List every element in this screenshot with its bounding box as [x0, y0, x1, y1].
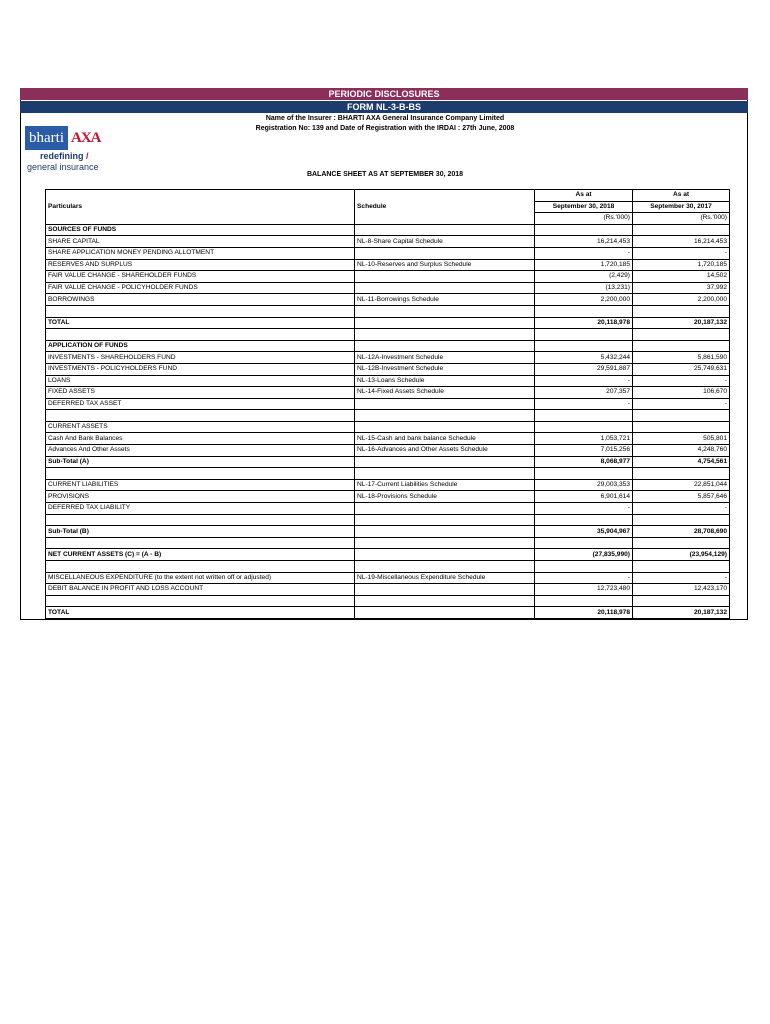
particulars-cell: DEFERRED TAX LIABILITY	[46, 503, 355, 515]
value-2018-cell	[535, 514, 633, 526]
schedule-cell	[355, 398, 535, 410]
table-row	[46, 247, 730, 259]
table-row	[46, 387, 730, 399]
value-2017-cell: -	[633, 398, 730, 410]
schedule-cell	[355, 526, 535, 538]
table-row	[46, 352, 730, 364]
table-row	[46, 468, 730, 480]
value-2017-cell	[633, 468, 730, 480]
value-2018-cell	[535, 305, 633, 317]
value-2017-cell: 22,851,044	[633, 479, 730, 491]
particulars-cell	[46, 595, 355, 607]
value-2017-cell: 20,187,132	[633, 607, 730, 619]
table-row	[46, 445, 730, 457]
schedule-cell: NL-12B-Investment Schedule	[355, 363, 535, 375]
value-2017-cell: -	[633, 572, 730, 584]
header-col1-unit: (Rs.'000)	[535, 213, 633, 225]
schedule-cell	[355, 607, 535, 619]
value-2018-cell	[535, 537, 633, 549]
value-2017-cell: 12,423,170	[633, 584, 730, 596]
header-col2-date: September 30, 2017	[633, 201, 730, 213]
particulars-cell	[46, 468, 355, 480]
schedule-cell	[355, 537, 535, 549]
table-row	[46, 433, 730, 445]
value-2017-cell: 505,801	[633, 433, 730, 445]
particulars-cell: FAIR VALUE CHANGE - SHAREHOLDER FUNDS	[46, 271, 355, 283]
balance-sheet-table	[45, 189, 730, 619]
value-2018-cell	[535, 224, 633, 236]
schedule-cell: NL-15-Cash and bank balance Schedule	[355, 433, 535, 445]
value-2018-cell: 8,068,977	[535, 456, 633, 468]
particulars-cell: TOTAL	[46, 317, 355, 329]
particulars-cell: INVESTMENTS - SHAREHOLDERS FUND	[46, 352, 355, 364]
header-col2-as-at: As at	[633, 190, 730, 202]
particulars-cell: SHARE CAPITAL	[46, 236, 355, 248]
value-2018-cell: 16,214,453	[535, 236, 633, 248]
schedule-cell: NL-14-Fixed Assets Schedule	[355, 387, 535, 399]
particulars-cell	[46, 305, 355, 317]
value-2017-cell: 28,708,690	[633, 526, 730, 538]
value-2018-cell: 5,432,244	[535, 352, 633, 364]
value-2018-cell: 1,720,185	[535, 259, 633, 271]
disclosure-title: PERIODIC DISCLOSURES	[20, 88, 748, 100]
logo-tagline-2: general insurance	[27, 162, 99, 172]
logo-axa: AXA	[71, 129, 101, 146]
value-2018-cell: -	[535, 247, 633, 259]
particulars-cell: APPLICATION OF FUNDS	[46, 340, 355, 352]
value-2018-cell: 7,015,256	[535, 445, 633, 457]
value-2017-cell	[633, 421, 730, 433]
value-2018-cell: 35,904,967	[535, 526, 633, 538]
table-row	[46, 526, 730, 538]
value-2017-cell	[633, 224, 730, 236]
value-2018-cell: -	[535, 375, 633, 387]
particulars-cell: SHARE APPLICATION MONEY PENDING ALLOTMENT	[46, 247, 355, 259]
table-row	[46, 503, 730, 515]
value-2018-cell: 6,901,614	[535, 491, 633, 503]
particulars-cell: Sub-Total (A)	[46, 456, 355, 468]
table-row	[46, 329, 730, 341]
table-row	[46, 317, 730, 329]
value-2017-cell	[633, 305, 730, 317]
value-2017-cell	[633, 561, 730, 573]
value-2018-cell: 29,003,353	[535, 479, 633, 491]
value-2018-cell: 2,200,000	[535, 294, 633, 306]
schedule-cell	[355, 271, 535, 283]
value-2018-cell: 20,118,978	[535, 317, 633, 329]
value-2017-cell: -	[633, 375, 730, 387]
table-row	[46, 271, 730, 283]
particulars-cell: Sub-Total (B)	[46, 526, 355, 538]
table-row	[46, 421, 730, 433]
schedule-cell	[355, 456, 535, 468]
table-row	[46, 607, 730, 619]
header-particulars: Particulars	[46, 190, 355, 225]
value-2017-cell	[633, 514, 730, 526]
value-2017-cell: 5,861,590	[633, 352, 730, 364]
value-2017-cell: 37,992	[633, 282, 730, 294]
value-2018-cell: 207,357	[535, 387, 633, 399]
value-2018-cell: (13,231)	[535, 282, 633, 294]
particulars-cell	[46, 514, 355, 526]
schedule-cell: NL-13-Loans Schedule	[355, 375, 535, 387]
header-col2-unit: (Rs.'000)	[633, 213, 730, 225]
value-2017-cell	[633, 595, 730, 607]
table-row	[46, 282, 730, 294]
particulars-cell: NET CURRENT ASSETS (C) = (A - B)	[46, 549, 355, 561]
particulars-cell: DEFERRED TAX ASSET	[46, 398, 355, 410]
schedule-cell: NL-12A-Investment Schedule	[355, 352, 535, 364]
schedule-cell	[355, 549, 535, 561]
value-2018-cell	[535, 421, 633, 433]
particulars-cell: PROVISIONS	[46, 491, 355, 503]
particulars-cell: MISCELLANEOUS EXPENDITURE (to the extent not written off or adjusted)	[46, 572, 355, 584]
value-2017-cell: 4,248,760	[633, 445, 730, 457]
schedule-cell	[355, 247, 535, 259]
schedule-cell: NL-19-Miscellaneous Expenditure Schedule	[355, 572, 535, 584]
table-row	[46, 572, 730, 584]
schedule-cell	[355, 410, 535, 422]
value-2018-cell	[535, 329, 633, 341]
schedule-cell	[355, 340, 535, 352]
value-2018-cell	[535, 468, 633, 480]
logo-bharti: bharti	[25, 126, 68, 150]
schedule-cell	[355, 503, 535, 515]
header-row-1	[46, 190, 730, 202]
particulars-cell: RESERVES AND SURPLUS	[46, 259, 355, 271]
schedule-cell	[355, 317, 535, 329]
schedule-cell	[355, 329, 535, 341]
form-title: FORM NL-3-B-BS	[20, 101, 748, 113]
value-2017-cell	[633, 340, 730, 352]
table-row	[46, 294, 730, 306]
schedule-cell	[355, 421, 535, 433]
schedule-cell	[355, 305, 535, 317]
table-row	[46, 398, 730, 410]
particulars-cell: INVESTMENTS - POLICYHOLDERS FUND	[46, 363, 355, 375]
value-2018-cell: -	[535, 503, 633, 515]
particulars-cell: FIXED ASSETS	[46, 387, 355, 399]
schedule-cell: NL-8-Share Capital Schedule	[355, 236, 535, 248]
value-2018-cell: 12,723,480	[535, 584, 633, 596]
header-schedule: Schedule	[355, 190, 535, 225]
schedule-cell	[355, 224, 535, 236]
value-2017-cell: 1,720,185	[633, 259, 730, 271]
sheet-title: BALANCE SHEET AS AT SEPTEMBER 30, 2018	[306, 171, 464, 178]
particulars-cell: Advances And Other Assets	[46, 445, 355, 457]
insurer-name-line: Name of the Insurer : BHARTI AXA General Insurance Company Limited	[265, 115, 505, 122]
schedule-cell	[355, 561, 535, 573]
value-2018-cell: 29,591,887	[535, 363, 633, 375]
value-2017-cell: 2,200,000	[633, 294, 730, 306]
particulars-cell: DEBIT BALANCE IN PROFIT AND LOSS ACCOUNT	[46, 584, 355, 596]
particulars-cell	[46, 537, 355, 549]
table-row	[46, 584, 730, 596]
particulars-cell: Cash And Bank Balances	[46, 433, 355, 445]
value-2018-cell: -	[535, 398, 633, 410]
particulars-cell: SOURCES OF FUNDS	[46, 224, 355, 236]
value-2017-cell	[633, 537, 730, 549]
value-2018-cell	[535, 340, 633, 352]
value-2018-cell: 1,053,721	[535, 433, 633, 445]
schedule-cell: NL-11-Borrowings Schedule	[355, 294, 535, 306]
value-2018-cell	[535, 561, 633, 573]
schedule-cell	[355, 282, 535, 294]
value-2017-cell: 14,502	[633, 271, 730, 283]
particulars-cell: BORROWINGS	[46, 294, 355, 306]
schedule-cell: NL-10-Reserves and Surplus Schedule	[355, 259, 535, 271]
table-row	[46, 537, 730, 549]
value-2018-cell	[535, 410, 633, 422]
table-row	[46, 363, 730, 375]
schedule-cell: NL-16-Advances and Other Assets Schedule	[355, 445, 535, 457]
table-row	[46, 456, 730, 468]
value-2018-cell: (27,835,990)	[535, 549, 633, 561]
registration-line: Registration No: 139 and Date of Registration with the IRDAI : 27th June, 2008	[255, 125, 515, 132]
table-row	[46, 595, 730, 607]
table-row	[46, 340, 730, 352]
schedule-cell	[355, 584, 535, 596]
particulars-cell	[46, 410, 355, 422]
particulars-cell	[46, 329, 355, 341]
particulars-cell: TOTAL	[46, 607, 355, 619]
schedule-cell: NL-18-Provisions Schedule	[355, 491, 535, 503]
value-2017-cell	[633, 410, 730, 422]
value-2018-cell	[535, 595, 633, 607]
table-row	[46, 561, 730, 573]
value-2017-cell: 5,857,646	[633, 491, 730, 503]
value-2017-cell: -	[633, 247, 730, 259]
table-row	[46, 375, 730, 387]
value-2018-cell: -	[535, 572, 633, 584]
header-col1-date: September 30, 2018	[535, 201, 633, 213]
value-2017-cell: (23,954,129)	[633, 549, 730, 561]
table-row	[46, 514, 730, 526]
value-2017-cell: 16,214,453	[633, 236, 730, 248]
header-col1-as-at: As at	[535, 190, 633, 202]
table-row	[46, 224, 730, 236]
value-2017-cell: 25,749,631	[633, 363, 730, 375]
table-row	[46, 410, 730, 422]
schedule-cell: NL-17-Current Liabilities Schedule	[355, 479, 535, 491]
particulars-cell	[46, 561, 355, 573]
particulars-cell: FAIR VALUE CHANGE - POLICYHOLDER FUNDS	[46, 282, 355, 294]
value-2018-cell: 20,118,978	[535, 607, 633, 619]
particulars-cell: LOANS	[46, 375, 355, 387]
schedule-cell	[355, 514, 535, 526]
logo-tagline-1: redefining /	[40, 151, 89, 161]
particulars-cell: CURRENT ASSETS	[46, 421, 355, 433]
value-2017-cell: -	[633, 503, 730, 515]
table-row	[46, 236, 730, 248]
schedule-cell	[355, 595, 535, 607]
table-row	[46, 491, 730, 503]
table-row	[46, 549, 730, 561]
table-row	[46, 259, 730, 271]
value-2017-cell	[633, 329, 730, 341]
particulars-cell: CURRENT LIABILITIES	[46, 479, 355, 491]
value-2017-cell: 106,670	[633, 387, 730, 399]
value-2017-cell: 20,187,132	[633, 317, 730, 329]
schedule-cell	[355, 468, 535, 480]
table-row	[46, 305, 730, 317]
value-2018-cell: (2,429)	[535, 271, 633, 283]
value-2017-cell: 4,754,561	[633, 456, 730, 468]
table-row	[46, 479, 730, 491]
